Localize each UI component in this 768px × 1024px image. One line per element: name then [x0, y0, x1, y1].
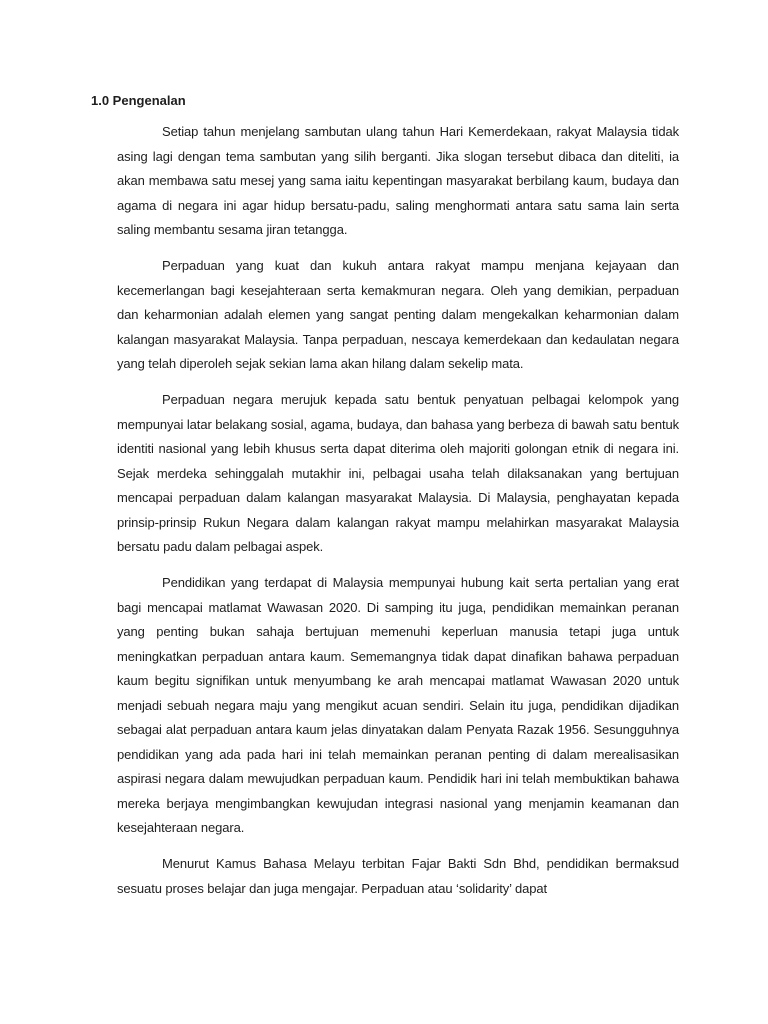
paragraph-3: Perpaduan negara merujuk kepada satu bentuk penyatuan pelbagai kelompok yang mempunyai latar belakang sosial, agama, budaya, dan bahasa yang berbeza di bawah satu bentuk identiti nasional yang lebih khusus serta dapat diterima oleh majoriti golongan etnik di negara ini. Sejak merdeka sehinggalah mutakhir ini, pelbagai usaha telah dilaksanakan yang bertujuan mencapai perpaduan dalam kalangan masyarakat Malaysia. Di Malaysia, penghayatan kepada prinsip-prinsip Rukun Negara dalam kalangan rakyat mampu melahirkan masyarakat Malaysia bersatu padu dalam pelbagai aspek.: [117, 392, 679, 554]
body-text: [117, 120, 679, 913]
paragraph-2: Perpaduan yang kuat dan kukuh antara rakyat mampu menjana kejayaan dan kecemerlangan bagi kesejahteraan serta kemakmuran negara. Oleh yang demikian, perpaduan dan keharmonian adalah elemen yang sangat penting dalam mengekalkan keharmonian dalam kalangan masyarakat Malaysia. Tanpa perpaduan, nescaya kemerdekaan dan kedaulatan negara yang telah diperoleh sejak sekian lama akan hilang dalam sekelip mata.: [117, 258, 679, 371]
section-heading: 1.0 Pengenalan: [91, 93, 186, 108]
paragraph-1: Setiap tahun menjelang sambutan ulang tahun Hari Kemerdekaan, rakyat Malaysia tidak asing lagi dengan tema sambutan yang silih berganti. Jika slogan tersebut dibaca dan diteliti, ia akan membawa satu mesej yang sama iaitu kepentingan masyarakat berbilang kaum, budaya dan agama di negara ini agar hidup bersatu-padu, saling menghormati antara satu sama lain serta saling membantu sesama jiran tetangga.: [117, 124, 679, 237]
paragraph-5: Menurut Kamus Bahasa Melayu terbitan Fajar Bakti Sdn Bhd, pendidikan bermaksud sesuatu proses belajar dan juga mengajar. Perpaduan atau ‘solidarity’ dapat: [117, 856, 679, 896]
paragraph-4: Pendidikan yang terdapat di Malaysia mempunyai hubung kait serta pertalian yang erat bagi mencapai matlamat Wawasan 2020. Di samping itu juga, pendidikan memainkan peranan yang penting bukan sahaja bertujuan memenuhi keperluan manusia tetapi juga untuk meningkatkan perpaduan antara kaum. Sememangnya tidak dapat dinafikan bahawa perpaduan kaum begitu signifikan untuk menyumbang ke arah mencapai matlamat Wawasan 2020 untuk menjadi sebuah negara maju yang mengikut acuan sendiri. Selain itu juga, pendidikan dijadikan sebagai alat perpaduan antara kaum jelas dinyatakan dalam Penyata Razak 1956. Sesungguhnya pendidikan yang ada pada hari ini telah memainkan peranan penting di dalam merealisasikan aspirasi negara dalam mewujudkan perpaduan kaum. Pendidik hari ini telah membuktikan bahawa mereka berjaya mengimbangkan kewujudan integrasi nasional yang menjamin keamanan dan kesejahteraan negara.: [117, 575, 679, 835]
